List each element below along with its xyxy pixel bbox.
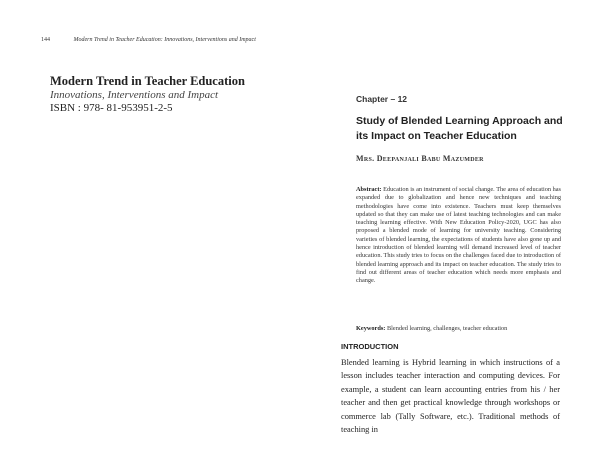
chapter-title: Study of Blended Learning Approach and its Impact on Teacher Education	[356, 115, 563, 142]
book-isbn: ISBN : 978- 81-953951-2-5	[50, 102, 173, 114]
keywords-text: Blended learning, challenges, teacher education	[386, 325, 508, 332]
keywords-label: Keywords:	[356, 325, 386, 332]
page-number: 144	[41, 37, 50, 43]
keywords	[356, 325, 566, 333]
author-name: Mrs. Deepanjali Babu Mazumder	[356, 154, 484, 163]
book-title: Modern Trend in Teacher Education	[50, 74, 245, 88]
running-title: Modern Trend in Teacher Education: Innovations, Interventions and Impact	[73, 37, 256, 43]
book-info	[50, 74, 300, 114]
introduction-paragraph: Blended learning is Hybrid learning in which instructions of a lesson includes teacher interaction and computing devices. For example, a student can learn accounting entries from his / her teacher and then get practical knowledge through workshops or commerce lab (Tally Software, etc.). Traditional methods of teaching in	[341, 358, 560, 435]
abstract-label: Abstract:	[356, 186, 382, 193]
chapter-label: Chapter – 12	[356, 94, 408, 104]
section-heading-introduction: INTRODUCTION	[341, 342, 399, 351]
abstract-text: Education is an instrument of social change. The area of education has expanded due to globalization and hence new techniques and teaching methodologies have come into existence. Teachers must keep themselves updated so that they can make use of latest teaching technologies and can make teaching learning effective. With New Education Policy-2020, UGC has also proposed a blended mode of learning for university teaching. Considering varieties of blended learning, the expectations of students have also gone up and hence introduction of blended learning will demand increased level of teacher education. This study tries to focus on the challenges faced due to introduction of blended learning approach and its impact on teacher education. The study tries to find out different areas of teacher education which needs more emphasis and change.	[356, 186, 561, 285]
abstract	[356, 186, 561, 286]
running-head	[41, 37, 256, 43]
book-subtitle: Innovations, Interventions and Impact	[50, 89, 219, 101]
